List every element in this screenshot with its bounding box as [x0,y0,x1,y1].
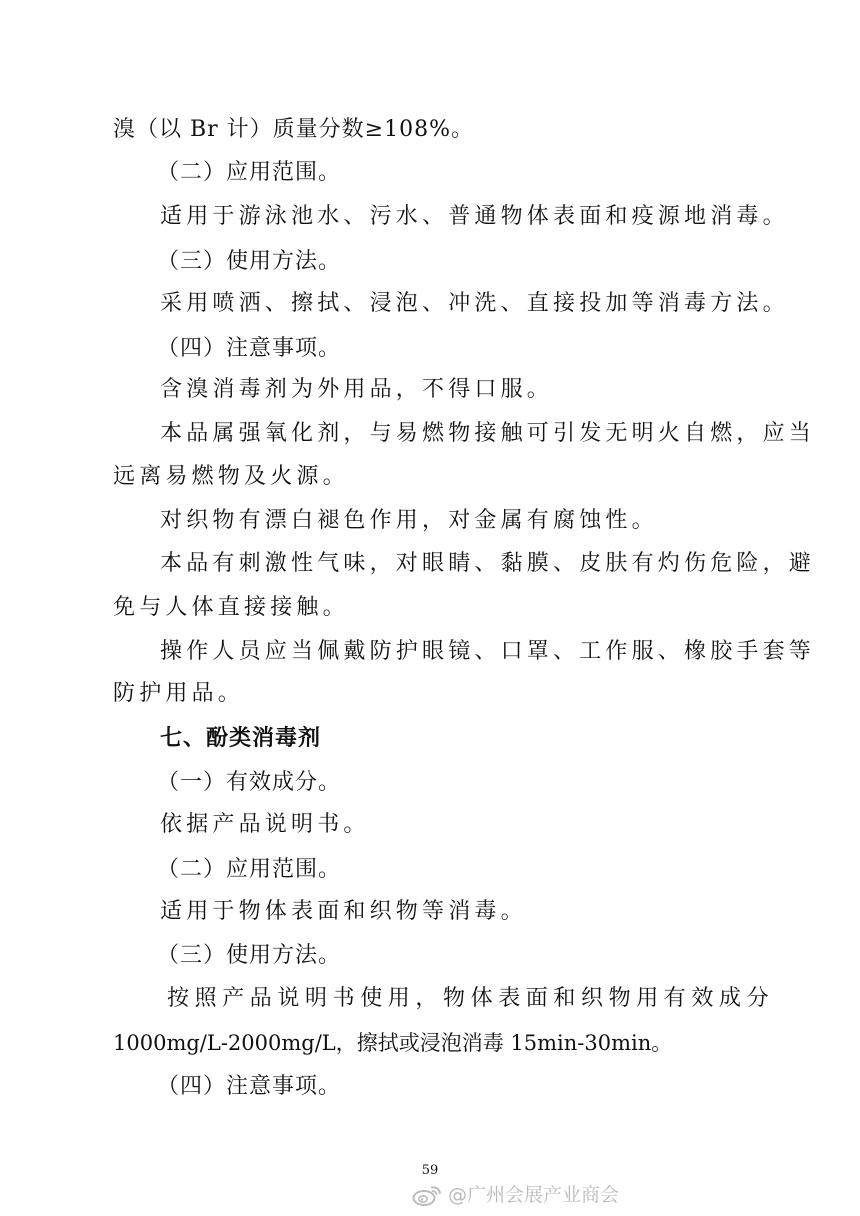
section-heading: 七、酚类消毒剂 [160,726,322,751]
subsection-heading: （三）使用方法。 [157,943,342,968]
paragraph-line: 操作人员应当佩戴防护眼镜、口罩、工作服、橡胶手套等 [160,639,816,664]
paragraph-line: 1000mg/L-2000mg/L，擦拭或浸泡消毒 15min-30min。 [113,1031,673,1055]
subsection-heading: （三）使用方法。 [157,249,342,274]
paragraph-line: 适用于游泳池水、污水、普通物体表面和疫源地消毒。 [160,204,789,229]
subsection-heading: （一）有效成分。 [157,770,342,795]
paragraph-line: 远离易燃物及火源。 [113,464,349,489]
paragraph-line: 对织物有漂白褪色作用，对金属有腐蚀性。 [160,508,658,533]
watermark-text: @广州会展产业商会 [448,1184,620,1206]
paragraph-line: 本品有刺激性气味，对眼睛、黏膜、皮肤有灼伤危险，避 [160,551,816,576]
subsection-heading: （二）应用范围。 [157,160,342,185]
paragraph-line: 适用于物体表面和织物等消毒。 [160,899,527,924]
paragraph-line: 溴（以 Br 计）质量分数≥108%。 [113,117,474,142]
paragraph-line: 防护用品。 [113,681,245,706]
subsection-heading: （四）注意事项。 [157,1074,342,1099]
watermark [412,1183,619,1207]
weibo-icon [412,1184,442,1206]
paragraph-line: 采用喷洒、擦拭、浸泡、冲洗、直接投加等消毒方法。 [160,291,789,316]
paragraph-line: 按照产品说明书使用，物体表面和织物用有效成分 [167,986,775,1011]
paragraph-line: 免与人体直接接触。 [113,595,349,620]
subsection-heading: （二）应用范围。 [157,857,342,882]
paragraph-line: 本品属强氧化剂，与易燃物接触可引发无明火自燃，应当 [160,421,816,446]
page-number: 59 [421,1163,439,1178]
paragraph-line: 含溴消毒剂为外用品，不得口服。 [160,377,554,402]
subsection-heading: （四）注意事项。 [157,336,342,361]
paragraph-line: 依据产品说明书。 [160,812,370,837]
